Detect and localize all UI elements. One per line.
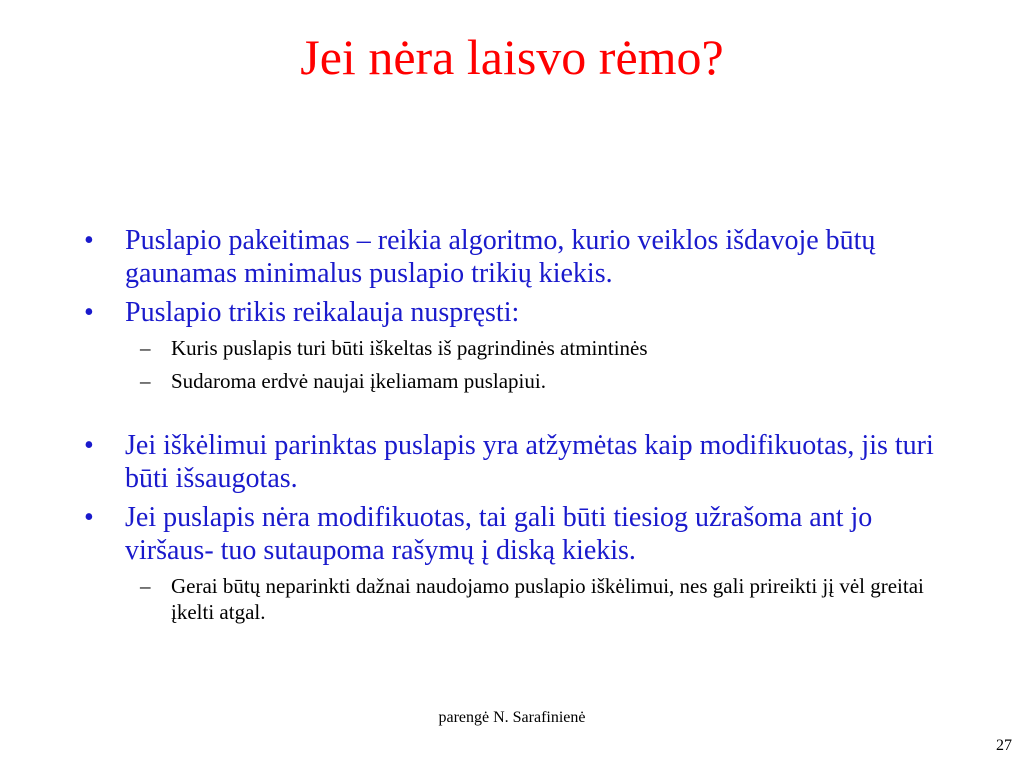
sub-bullet-item: [84, 368, 964, 394]
bullet-marker: •: [84, 430, 94, 461]
bullet-item: [84, 501, 964, 567]
sub-bullet-text: Gerai būtų neparinkti dažnai naudojamo puslapio iškėlimui, nes gali prireikti jį vėl greitai įkelti atgal.: [171, 574, 924, 624]
sub-bullet-marker: –: [140, 369, 151, 393]
sub-bullet-item: [84, 573, 964, 625]
bullet-text: Jei iškėlimui parinktas puslapis yra atžymėtas kaip modifikuotas, jis turi būti išsaugotas.: [125, 430, 934, 494]
sub-bullet-text: Kuris puslapis turi būti iškeltas iš pagrindinės atmintinės: [171, 336, 648, 360]
bullet-text: Jei puslapis nėra modifikuotas, tai gali būti tiesiog užrašoma ant jo viršaus- tuo sutaupoma rašymų į diską kiekis.: [125, 502, 873, 566]
sub-bullet-marker: –: [140, 574, 151, 598]
page-number: 27: [996, 737, 1012, 754]
slide-content: [84, 224, 964, 632]
bullet-item: [84, 429, 964, 495]
sub-bullet-item: [84, 335, 964, 361]
sub-bullet-marker: –: [140, 336, 151, 360]
bullet-item: [84, 224, 964, 290]
bullet-text: Puslapio trikis reikalauja nuspręsti:: [125, 297, 520, 328]
sub-bullet-text: Sudaroma erdvė naujai įkeliamam puslapiui.: [171, 369, 546, 393]
bullet-text: Puslapio pakeitimas – reikia algoritmo, kurio veiklos išdavoje būtų gaunamas minimalus puslapio trikių kiekis.: [125, 225, 876, 289]
bullet-marker: •: [84, 297, 94, 328]
spacer: [84, 401, 964, 429]
bullet-marker: •: [84, 225, 94, 256]
slide-footer: parengė N. Sarafinienė: [438, 709, 586, 726]
bullet-item: [84, 296, 964, 329]
bullet-marker: •: [84, 502, 94, 533]
slide-title: Jei nėra laisvo rėmo?: [300, 29, 724, 85]
